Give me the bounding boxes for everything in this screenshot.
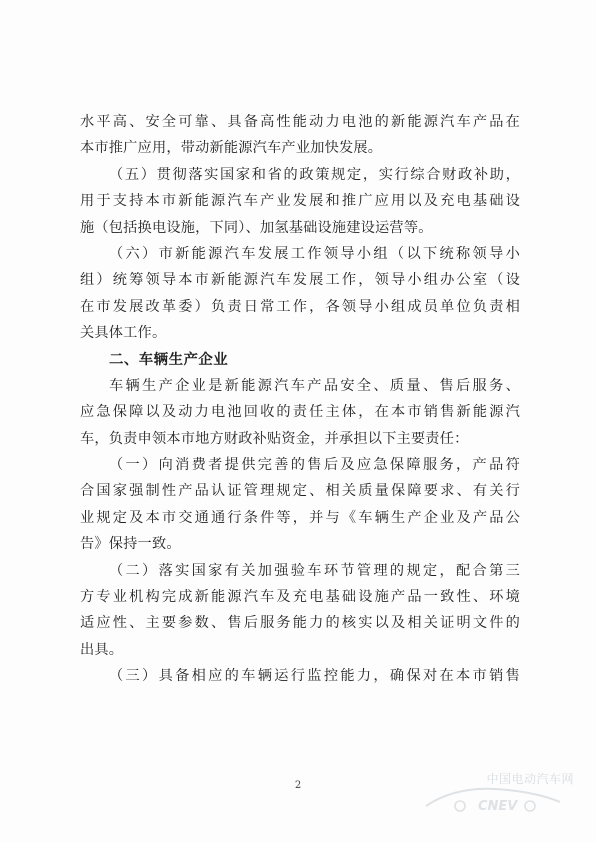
text-line: 合国家强制性产品认证管理规定、相关质量保障要求、有关行 — [80, 483, 520, 500]
watermark-logo-text: CNEV — [478, 799, 518, 814]
text-line: 用于支持本市新能源汽车产业发展和推广应用以及充电基础设 — [80, 193, 520, 210]
text-line: 本市推广应用，带动新能源汽车产业加快发展。 — [80, 140, 383, 157]
paragraph-start: （一）向消费者提供完善的售后及应急保障服务，产品符 — [109, 457, 520, 474]
watermark-text: 中国电动汽车网 — [486, 772, 574, 786]
paragraph-start: （二）落实国家有关加强验车环节管理的规定，配合第三 — [109, 562, 520, 579]
text-line: 告》保持一致。 — [80, 536, 181, 553]
text-line: 适应性、主要参数、售后服务能力的核实以及相关证明文件的 — [80, 615, 520, 632]
paragraph-start: （三）具备相应的车辆运行监控能力，确保对在本市销售 — [109, 668, 520, 685]
text-line: 应急保障以及动力电池回收的责任主体，在本市销售新能源汽 — [80, 404, 520, 421]
page-number: 2 — [294, 780, 302, 791]
document-body — [80, 109, 520, 690]
text-line: 车，负责申领本市地方财政补贴资金，并承担以下主要责任： — [80, 430, 469, 447]
text-line: 方专业机构完成新能源汽车及充电基础设施产品一致性、环境 — [80, 589, 520, 606]
watermark — [418, 770, 578, 814]
paragraph-start: 车辆生产企业是新能源汽车产品安全、质量、售后服务、 — [109, 377, 520, 394]
text-line: 施（包括换电设施，下同）、加氢基础设施建设运营等。 — [80, 219, 433, 236]
watermark-logo-icon — [418, 776, 568, 816]
paragraph-start: （六）市新能源汽车发展工作领导小组（以下统称领导小 — [109, 245, 520, 262]
text-line: 关具体工作。 — [80, 325, 167, 342]
section-heading: 二、车辆生产企业 — [109, 351, 229, 368]
text-line: 业规定及本市交通通行条件等，并与《车辆生产企业及产品公 — [80, 509, 520, 526]
text-line: 在市发展改革委）负责日常工作，各领导小组成员单位负责相 — [80, 298, 520, 315]
paragraph-start: （五）贯彻落实国家和省的政策规定，实行综合财政补助， — [109, 166, 520, 183]
text-line: 水平高、安全可靠、具备高性能动力电池的新能源汽车产品在 — [80, 114, 520, 130]
text-line: 组）统筹领导本市新能源汽车发展工作，领导小组办公室（设 — [80, 272, 520, 289]
text-line: 出具。 — [80, 641, 124, 658]
